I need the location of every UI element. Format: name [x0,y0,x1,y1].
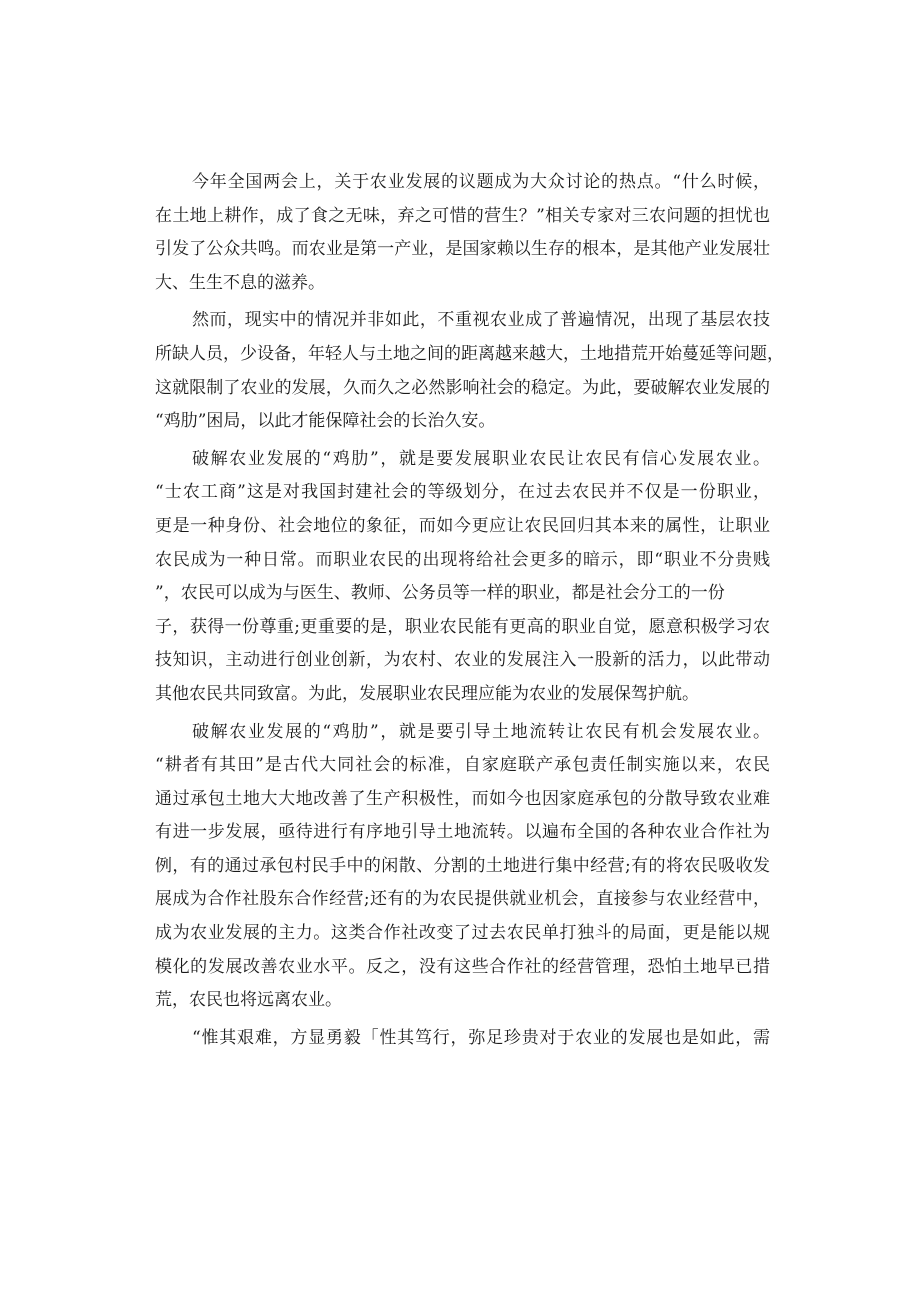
paragraph-5-line-1: “惟其艰难，方显勇毅「性其笃行，弥足珍贵对于农业的发展也是如此，需 [192,1027,770,1048]
paragraph-1-line-3: 引发了公众共鸣。而农业是第一产业，是国家赖以生存的根本，是其他产业发展壮 [155,239,770,260]
paragraph-4-line-6: 展成为合作社股东合作经营;还有的为农民提供就业机会，直接参与农业经营中， [155,889,770,910]
paragraph-3-line-2: “士农工商”这是对我国封建社会的等级划分，在过去农民并不仅是一份职业， [155,482,770,503]
paragraph-4-line-8: 模化的发展改善农业水平。反之，没有这些合作社的经营管理，恐怕土地早已措 [155,956,770,977]
paragraph-3-line-7: 技知识，主动进行创业创新，为农村、农业的发展注入一股新的活力，以此带动 [155,650,770,671]
paragraph-4-line-3: 通过承包土地大大地改善了生产积极性，而如今也因家庭承包的分散导致农业难 [155,788,770,809]
paragraph-4-line-4: 有进一步发展，亟待进行有序地引导土地流转。以遍布全国的各种农业合作社为 [155,822,770,843]
paragraph-2-line-4: “鸡肋”困局，以此才能保障社会的长治久安。 [155,411,496,432]
paragraph-3-line-1: 破解农业发展的“鸡肋”，就是要发展职业农民让农民有信心发展农业。 [192,448,770,469]
paragraph-4-line-1: 破解农业发展的“鸡肋”，就是要引导土地流转让农民有机会发展农业。 [192,721,770,742]
paragraph-3-line-4: 农民成为一种日常。而职业农民的出现将给社会更多的暗示，即“职业不分贵贱 [155,549,770,570]
paragraph-2-line-2: 所缺人员，少设备，年轻人与土地之间的距离越来越大，土地措荒开始蔓延等问题， [155,343,784,364]
paragraph-4-line-5: 例，有的通过承包村民手中的闲散、分割的土地进行集中经营;有的将农民吸收发 [155,855,770,876]
paragraph-1-line-4: 大、生生不息的滋养。 [155,272,325,293]
paragraph-4-line-9: 荒，农民也将远离农业。 [155,990,342,1011]
paragraph-1-line-1: 今年全国两会上，关于农业发展的议题成为大众讨论的热点。“什么时候， [192,172,770,192]
paragraph-3-line-5: ”，农民可以成为与医生、教师、公务员等一样的职业，都是社会分工的一份 [155,583,725,604]
paragraph-3-line-3: 更是一种身份、社会地位的象征，而如今更应让农民回归其本来的属性，让职业 [155,515,770,536]
paragraph-4-line-2: “耕者有其田”是古代大同社会的标准，自家庭联产承包责任制实施以来，农民 [155,755,770,776]
paragraph-1-line-2: 在土地上耕作，成了食之无味，弃之可惜的营生？”相关专家对三农问题的担忧也 [155,205,770,226]
paragraph-3-line-8: 其他农民共同致富。为此，发展职业农民理应能为农业的发展保驾护航。 [155,683,699,704]
paragraph-4-line-7: 成为农业发展的主力。这类合作社改变了过去农民单打独斗的局面，更是能以规 [155,923,770,944]
paragraph-2-line-3: 这就限制了农业的发展，久而久之必然影响社会的稳定。为此，要破解农业发展的 [155,377,770,398]
paragraph-3-line-6: 子，获得一份尊重;更重要的是，职业农民能有更高的职业自觉，愿意积极学习农 [155,616,770,637]
document-body [155,166,784,1055]
paragraph-2-line-1: 然而，现实中的情况并非如此，不重视农业成了普遍情况，出现了基层农技 [192,310,770,331]
